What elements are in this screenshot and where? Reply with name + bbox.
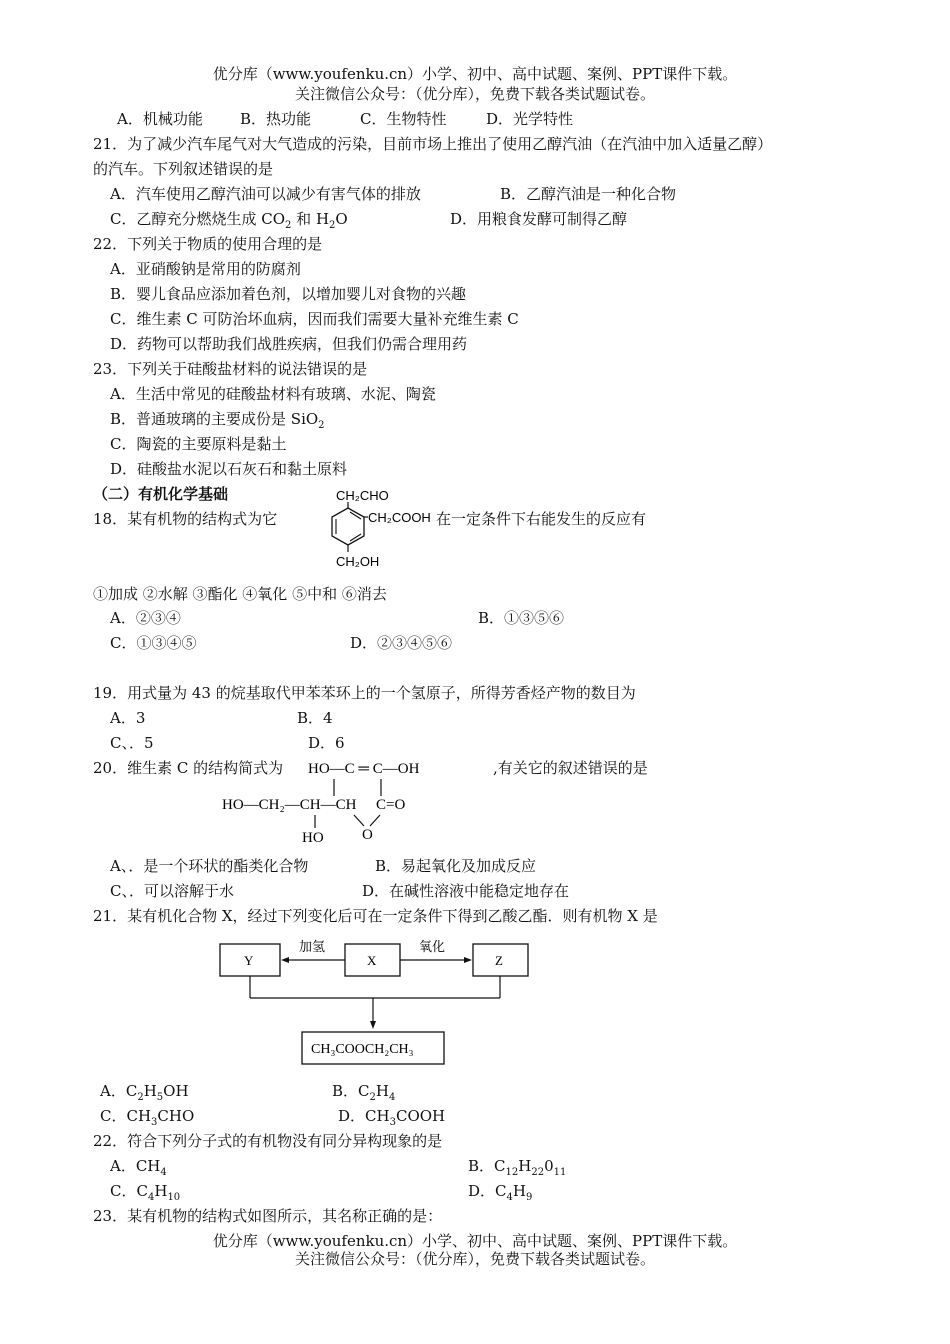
q18-option-d: D．②③④⑤⑥ <box>350 634 453 652</box>
flow-label-z: Z <box>495 953 503 968</box>
q22b-option-c: C．$C_4H_{10}$ <box>110 1182 181 1203</box>
flow-label-product: CH₃COOCH₂CH₃ <box>311 1042 414 1057</box>
q20-label-mid: HO—CH₂—CH—CH <box>222 797 357 813</box>
q23a-stem: 23．下列关于硅酸盐材料的说法错误的是 <box>93 360 368 378</box>
flow-label-hydrogenation: 加氢 <box>299 939 326 954</box>
q21b-option-d: D．$CH_3COOH$ <box>338 1107 446 1128</box>
section-title-organic: （二）有机化学基础 <box>93 485 229 503</box>
q18-reaction-list: ①加成 ②水解 ③酯化 ④氧化 ⑤中和 ⑥消去 <box>93 585 387 603</box>
q19-option-d: D．6 <box>308 734 345 752</box>
q23a-option-d: D．硅酸盐水泥以石灰石和黏土原料 <box>110 460 348 478</box>
q20-stem-after: ,有关它的叙述错误的是 <box>493 759 648 777</box>
q23a-option-b: B．普通玻璃的主要成份是 SiO$_2$ <box>110 410 325 431</box>
q20-option-c: C、．可以溶解于水 <box>110 882 234 900</box>
q18-label-right: CH₂COOH <box>368 510 431 525</box>
header-line-1: 优分库（www.youfenku.cn）小学、初中、高中试题、案例、PPT课件下载。 <box>212 65 738 83</box>
flow-label-oxidation: 氧化 <box>419 939 446 954</box>
q21a-option-b: B．乙醇汽油是一种化合物 <box>500 185 677 203</box>
q19-option-b: B．4 <box>297 709 333 727</box>
q20-label-ho: HO <box>302 830 324 846</box>
q22b-option-d: D．$C_4H_9$ <box>468 1182 533 1203</box>
q20-option-b: B．易起氧化及加成反应 <box>375 857 537 875</box>
q18-option-b: B．①③⑤⑥ <box>478 609 565 627</box>
top-option-a: A．机械功能 <box>117 110 203 128</box>
q18-stem: 18．某有机物的结构式为它 <box>93 510 278 528</box>
q18-label-bottom: CH₂OH <box>336 554 380 569</box>
q18-label-top: CH₂CHO <box>336 488 389 503</box>
q21b-option-b: B．$C_2H_4$ <box>332 1082 396 1103</box>
q20-option-a: A、．是一个环状的酯类化合物 <box>110 857 309 875</box>
q21a-option-a: A．汽车使用乙醇汽油可以减少有害气体的排放 <box>110 185 421 203</box>
q20-label-top: HO—C ═ C—OH <box>308 761 420 777</box>
q21b-flow-diagram <box>215 934 535 1070</box>
q21b-stem: 21．某有机化合物 X，经过下列变化后可在一定条件下得到乙酸乙酯．则有机物 X 是 <box>93 907 658 925</box>
q20-option-d: D．在碱性溶液中能稳定地存在 <box>362 882 570 900</box>
q21a-option-d: D．用粮食发酵可制得乙醇 <box>450 210 628 228</box>
q20-label-co: C=O <box>376 797 406 813</box>
q22b-stem: 22．符合下列分子式的有机物没有同分异构现象的是 <box>93 1132 443 1150</box>
q22b-option-b: B．$C_{12}H_{22}0_{11}$ <box>468 1157 567 1178</box>
top-option-b: B．热功能 <box>240 110 312 128</box>
q21a-stem-line-2: 的汽车。下列叙述错误的是 <box>93 160 274 178</box>
q19-stem: 19．用式量为 43 的烷基取代甲苯苯环上的一个氢原子，所得芳香烃产物的数目为 <box>93 684 636 702</box>
q19-option-c: C、．5 <box>110 734 154 752</box>
q20-stem: 20．维生素 C 的结构简式为 <box>93 759 284 777</box>
q23b-stem: 23．某有机物的结构式如图所示，其名称正确的是： <box>93 1207 443 1225</box>
top-option-d: D．光学特性 <box>486 110 574 128</box>
q18-option-a: A．②③④ <box>110 609 181 627</box>
q21a-option-c: C．乙醇充分燃烧生成 $CO_2$ 和 $H_2O$ <box>110 210 348 231</box>
q21b-option-c: C．$CH_3CHO$ <box>100 1107 195 1128</box>
q20-label-o: O <box>362 827 373 843</box>
q22a-option-a: A．亚硝酸钠是常用的防腐剂 <box>110 260 301 278</box>
q23a-option-a: A．生活中常见的硅酸盐材料有玻璃、水泥、陶瓷 <box>110 385 436 403</box>
q23a-option-c: C．陶瓷的主要原料是黏土 <box>110 435 287 453</box>
q22a-option-b: B．婴儿食品应添加着色剂，以增加婴儿对食物的兴趣 <box>110 285 467 303</box>
q18-stem-after: 在一定条件下右能发生的反应有 <box>436 510 647 528</box>
q21b-option-a: A．$C_2H_5OH$ <box>100 1082 189 1103</box>
q20-structure-diagram <box>218 756 448 846</box>
footer-line-2: 关注微信公众号：（优分库），免费下载各类试题试卷。 <box>294 1250 655 1268</box>
q22a-option-d: D．药物可以帮助我们战胜疾病，但我们仍需合理用药 <box>110 335 468 353</box>
top-option-c: C．生物特性 <box>360 110 447 128</box>
q22b-option-a: A．$CH_4$ <box>110 1157 167 1178</box>
q19-option-a: A．3 <box>110 709 146 727</box>
q18-option-c: C．①③④⑤ <box>110 634 197 652</box>
q18-structure-diagram <box>318 486 436 576</box>
header-line-2: 关注微信公众号：（优分库），免费下载各类试题试卷。 <box>294 85 655 103</box>
q22a-stem: 22．下列关于物质的使用合理的是 <box>93 235 323 253</box>
flow-label-x: X <box>367 953 377 968</box>
q21a-stem-line-1: 21．为了减少汽车尾气对大气造成的污染，目前市场上推出了使用乙醇汽油（在汽油中加入适量乙醇） <box>93 135 773 153</box>
footer-line-1: 优分库（www.youfenku.cn）小学、初中、高中试题、案例、PPT课件下载。 <box>212 1232 738 1250</box>
q22a-option-c: C．维生素 C 可防治坏血病，因而我们需要大量补充维生素 C <box>110 310 519 328</box>
flow-label-y: Y <box>244 953 254 968</box>
